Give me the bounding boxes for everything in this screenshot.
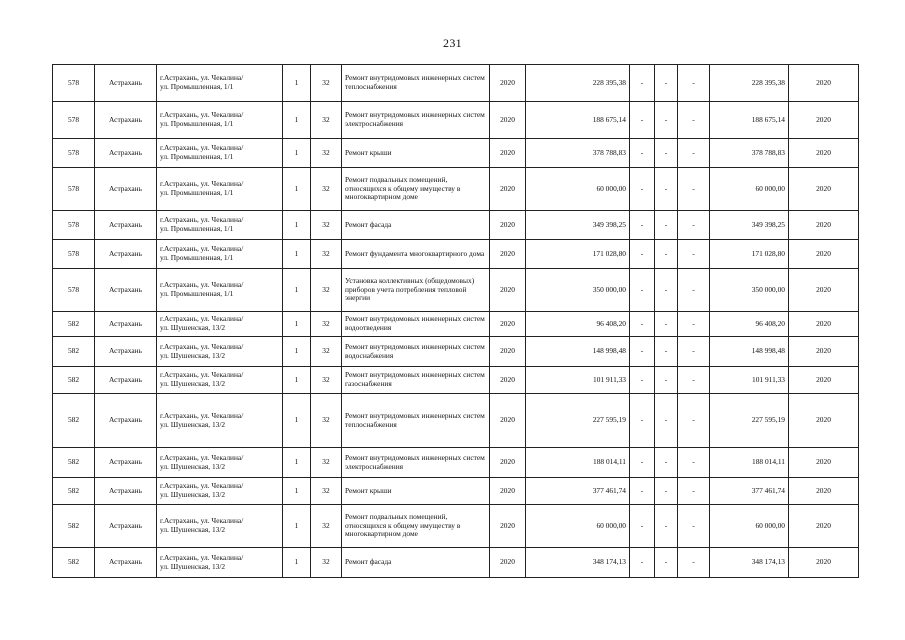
completion-year-cell: 2020 — [789, 211, 859, 240]
cost-cell: 228 395,38 — [526, 65, 630, 102]
work-type-cell: Ремонт внутридомовых инженерных систем газоснабжения — [342, 367, 490, 394]
city-cell: Астрахань — [95, 65, 157, 102]
floors-cell: 1 — [283, 548, 311, 578]
fund-dash-cell: - — [655, 367, 678, 394]
year-cell: 2020 — [490, 269, 526, 312]
table-row — [53, 65, 859, 102]
total-cell: 188 014,11 — [710, 448, 789, 478]
completion-year-cell: 2020 — [789, 312, 859, 337]
fund-dash-cell: - — [655, 478, 678, 505]
year-cell: 2020 — [490, 367, 526, 394]
apartments-cell: 32 — [311, 65, 342, 102]
city-cell: Астрахань — [95, 478, 157, 505]
address-line-1: г.Астрахань, ул. Чекалина/ — [160, 552, 244, 562]
address-line-2: ул. Шушенская, 13/2 — [160, 490, 226, 499]
year-cell: 2020 — [490, 211, 526, 240]
apartments-cell: 32 — [311, 548, 342, 578]
object-number-cell: 582 — [53, 337, 95, 367]
repair-program-table — [52, 64, 859, 578]
address-cell — [157, 394, 283, 448]
address-cell — [157, 240, 283, 269]
apartments-cell: 32 — [311, 168, 342, 211]
address-cell — [157, 337, 283, 367]
total-cell: 101 911,33 — [710, 367, 789, 394]
year-cell: 2020 — [490, 65, 526, 102]
table-row — [53, 505, 859, 548]
total-cell: 350 000,00 — [710, 269, 789, 312]
address-cell — [157, 211, 283, 240]
floors-cell: 1 — [283, 139, 311, 168]
address-line-1: г.Астрахань, ул. Чекалина/ — [160, 452, 244, 462]
completion-year-cell: 2020 — [789, 65, 859, 102]
total-cell: 378 788,83 — [710, 139, 789, 168]
object-number-cell: 582 — [53, 312, 95, 337]
total-cell: 348 174,13 — [710, 548, 789, 578]
fund-dash-cell: - — [655, 240, 678, 269]
address-line-1: г.Астрахань, ул. Чекалина/ — [160, 110, 244, 120]
fund-dash-cell: - — [678, 548, 710, 578]
address-cell — [157, 448, 283, 478]
fund-dash-cell: - — [678, 312, 710, 337]
fund-dash-cell: - — [655, 102, 678, 139]
address-line-2: ул. Шушенская, 13/2 — [160, 525, 226, 534]
completion-year-cell: 2020 — [789, 478, 859, 505]
fund-dash-cell: - — [678, 168, 710, 211]
apartments-cell: 32 — [311, 102, 342, 139]
fund-dash-cell: - — [678, 337, 710, 367]
table-body — [53, 65, 859, 578]
year-cell: 2020 — [490, 394, 526, 448]
fund-dash-cell: - — [630, 65, 655, 102]
fund-dash-cell: - — [678, 394, 710, 448]
apartments-cell: 32 — [311, 337, 342, 367]
completion-year-cell: 2020 — [789, 548, 859, 578]
total-cell: 377 461,74 — [710, 478, 789, 505]
city-cell: Астрахань — [95, 394, 157, 448]
floors-cell: 1 — [283, 240, 311, 269]
page-number: 231 — [443, 36, 462, 50]
apartments-cell: 32 — [311, 269, 342, 312]
fund-dash-cell: - — [630, 211, 655, 240]
address-cell — [157, 168, 283, 211]
city-cell: Астрахань — [95, 168, 157, 211]
city-cell: Астрахань — [95, 312, 157, 337]
table-row — [53, 240, 859, 269]
address-line-2: ул. Промышленная, 1/1 — [160, 188, 234, 197]
apartments-cell: 32 — [311, 478, 342, 505]
city-cell: Астрахань — [95, 367, 157, 394]
floors-cell: 1 — [283, 168, 311, 211]
table-row — [53, 269, 859, 312]
apartments-cell: 32 — [311, 394, 342, 448]
address-line-2: ул. Промышленная, 1/1 — [160, 152, 234, 161]
address-line-2: ул. Промышленная, 1/1 — [160, 253, 234, 262]
object-number-cell: 582 — [53, 478, 95, 505]
cost-cell: 188 675,14 — [526, 102, 630, 139]
year-cell: 2020 — [490, 478, 526, 505]
fund-dash-cell: - — [655, 337, 678, 367]
fund-dash-cell: - — [678, 139, 710, 168]
fund-dash-cell: - — [655, 312, 678, 337]
apartments-cell: 32 — [311, 139, 342, 168]
cost-cell: 349 398,25 — [526, 211, 630, 240]
apartments-cell: 32 — [311, 312, 342, 337]
work-type-cell: Ремонт фасада — [342, 548, 490, 578]
address-line-2: ул. Шушенская, 13/2 — [160, 350, 226, 360]
work-type-cell: Установка коллективных (общедомовых) приборов учета потребления тепловой энергии — [342, 269, 490, 312]
year-cell: 2020 — [490, 102, 526, 139]
apartments-cell: 32 — [311, 240, 342, 269]
fund-dash-cell: - — [678, 211, 710, 240]
address-cell — [157, 139, 283, 168]
total-cell: 227 595,19 — [710, 394, 789, 448]
cost-cell: 96 408,20 — [526, 312, 630, 337]
apartments-cell: 32 — [311, 505, 342, 548]
table-row — [53, 139, 859, 168]
city-cell: Астрахань — [95, 269, 157, 312]
completion-year-cell: 2020 — [789, 505, 859, 548]
object-number-cell: 578 — [53, 102, 95, 139]
city-cell: Астрахань — [95, 505, 157, 548]
cost-cell: 188 014,11 — [526, 448, 630, 478]
table-row — [53, 367, 859, 394]
fund-dash-cell: - — [630, 337, 655, 367]
address-cell — [157, 505, 283, 548]
address-line-1: г.Астрахань, ул. Чекалина/ — [160, 481, 244, 491]
cost-cell: 171 028,80 — [526, 240, 630, 269]
completion-year-cell: 2020 — [789, 269, 859, 312]
cost-cell: 101 911,33 — [526, 367, 630, 394]
fund-dash-cell: - — [678, 65, 710, 102]
total-cell: 148 998,48 — [710, 337, 789, 367]
address-line-2: ул. Шушенская, 13/2 — [160, 323, 226, 332]
completion-year-cell: 2020 — [789, 240, 859, 269]
city-cell: Астрахань — [95, 548, 157, 578]
address-cell — [157, 102, 283, 139]
total-cell: 188 675,14 — [710, 102, 789, 139]
fund-dash-cell: - — [630, 312, 655, 337]
fund-dash-cell: - — [630, 367, 655, 394]
table-row — [53, 312, 859, 337]
address-line-2: ул. Шушенская, 13/2 — [160, 461, 226, 471]
fund-dash-cell: - — [655, 448, 678, 478]
address-line-1: г.Астрахань, ул. Чекалина/ — [160, 179, 244, 189]
fund-dash-cell: - — [678, 269, 710, 312]
table-row — [53, 478, 859, 505]
fund-dash-cell: - — [630, 448, 655, 478]
total-cell: 228 395,38 — [710, 65, 789, 102]
city-cell: Астрахань — [95, 102, 157, 139]
year-cell: 2020 — [490, 240, 526, 269]
floors-cell: 1 — [283, 211, 311, 240]
apartments-cell: 32 — [311, 367, 342, 394]
work-type-cell: Ремонт фундамента многоквартирного дома — [342, 240, 490, 269]
address-cell — [157, 367, 283, 394]
address-line-1: г.Астрахань, ул. Чекалина/ — [160, 410, 244, 420]
fund-dash-cell: - — [630, 102, 655, 139]
floors-cell: 1 — [283, 65, 311, 102]
address-line-2: ул. Промышленная, 1/1 — [160, 82, 234, 91]
table-row — [53, 548, 859, 578]
completion-year-cell: 2020 — [789, 168, 859, 211]
fund-dash-cell: - — [655, 168, 678, 211]
cost-cell: 227 595,19 — [526, 394, 630, 448]
address-line-1: г.Астрахань, ул. Чекалина/ — [160, 370, 244, 380]
work-type-cell: Ремонт внутридомовых инженерных систем теплоснабжения — [342, 65, 490, 102]
year-cell: 2020 — [490, 312, 526, 337]
address-line-1: г.Астрахань, ул. Чекалина/ — [160, 244, 244, 254]
floors-cell: 1 — [283, 269, 311, 312]
fund-dash-cell: - — [630, 394, 655, 448]
fund-dash-cell: - — [655, 211, 678, 240]
address-line-2: ул. Шушенская, 13/2 — [160, 379, 226, 388]
table-row — [53, 168, 859, 211]
floors-cell: 1 — [283, 478, 311, 505]
completion-year-cell: 2020 — [789, 394, 859, 448]
object-number-cell: 578 — [53, 168, 95, 211]
completion-year-cell: 2020 — [789, 102, 859, 139]
object-number-cell: 582 — [53, 448, 95, 478]
work-type-cell: Ремонт внутридомовых инженерных систем водоотведения — [342, 312, 490, 337]
fund-dash-cell: - — [630, 548, 655, 578]
address-cell — [157, 478, 283, 505]
fund-dash-cell: - — [630, 478, 655, 505]
fund-dash-cell: - — [630, 139, 655, 168]
object-number-cell: 578 — [53, 65, 95, 102]
table-row — [53, 448, 859, 478]
object-number-cell: 582 — [53, 367, 95, 394]
work-type-cell: Ремонт подвальных помещений, относящихся к общему имуществу в многоквартирном доме — [342, 168, 490, 211]
floors-cell: 1 — [283, 505, 311, 548]
fund-dash-cell: - — [678, 505, 710, 548]
address-line-2: ул. Промышленная, 1/1 — [160, 289, 234, 298]
work-type-cell: Ремонт крыши — [342, 139, 490, 168]
address-line-1: г.Астрахань, ул. Чекалина/ — [160, 516, 244, 526]
work-type-cell: Ремонт внутридомовых инженерных систем водоснабжения — [342, 337, 490, 367]
table-row — [53, 337, 859, 367]
fund-dash-cell: - — [655, 548, 678, 578]
floors-cell: 1 — [283, 394, 311, 448]
object-number-cell: 578 — [53, 139, 95, 168]
fund-dash-cell: - — [678, 367, 710, 394]
work-type-cell: Ремонт внутридомовых инженерных систем электроснабжения — [342, 102, 490, 139]
address-line-2: ул. Шушенская, 13/2 — [160, 419, 226, 429]
fund-dash-cell: - — [678, 102, 710, 139]
apartments-cell: 32 — [311, 211, 342, 240]
floors-cell: 1 — [283, 367, 311, 394]
object-number-cell: 578 — [53, 269, 95, 312]
total-cell: 60 000,00 — [710, 168, 789, 211]
city-cell: Астрахань — [95, 139, 157, 168]
fund-dash-cell: - — [655, 505, 678, 548]
object-number-cell: 582 — [53, 505, 95, 548]
cost-cell: 377 461,74 — [526, 478, 630, 505]
fund-dash-cell: - — [678, 478, 710, 505]
year-cell: 2020 — [490, 448, 526, 478]
floors-cell: 1 — [283, 337, 311, 367]
floors-cell: 1 — [283, 448, 311, 478]
address-cell — [157, 312, 283, 337]
total-cell: 96 408,20 — [710, 312, 789, 337]
city-cell: Астрахань — [95, 337, 157, 367]
work-type-cell: Ремонт фасада — [342, 211, 490, 240]
object-number-cell: 578 — [53, 240, 95, 269]
address-line-2: ул. Промышленная, 1/1 — [160, 224, 234, 233]
work-type-cell: Ремонт внутридомовых инженерных систем теплоснабжения — [342, 394, 490, 448]
year-cell: 2020 — [490, 505, 526, 548]
address-cell — [157, 269, 283, 312]
work-type-cell: Ремонт внутридомовых инженерных систем электроснабжения — [342, 448, 490, 478]
object-number-cell: 582 — [53, 394, 95, 448]
floors-cell: 1 — [283, 102, 311, 139]
fund-dash-cell: - — [630, 168, 655, 211]
object-number-cell: 582 — [53, 548, 95, 578]
year-cell: 2020 — [490, 139, 526, 168]
city-cell: Астрахань — [95, 240, 157, 269]
address-line-2: ул. Шушенская, 13/2 — [160, 561, 226, 571]
cost-cell: 378 788,83 — [526, 139, 630, 168]
year-cell: 2020 — [490, 337, 526, 367]
cost-cell: 348 174,13 — [526, 548, 630, 578]
floors-cell: 1 — [283, 312, 311, 337]
year-cell: 2020 — [490, 168, 526, 211]
address-line-1: г.Астрахань, ул. Чекалина/ — [160, 73, 244, 83]
address-line-1: г.Астрахань, ул. Чекалина/ — [160, 280, 244, 290]
cost-cell: 60 000,00 — [526, 505, 630, 548]
fund-dash-cell: - — [678, 240, 710, 269]
address-line-1: г.Астрахань, ул. Чекалина/ — [160, 314, 244, 324]
fund-dash-cell: - — [630, 269, 655, 312]
fund-dash-cell: - — [655, 269, 678, 312]
address-cell — [157, 548, 283, 578]
work-type-cell: Ремонт подвальных помещений, относящихся к общему имуществу в многоквартирном доме — [342, 505, 490, 548]
address-line-2: ул. Промышленная, 1/1 — [160, 119, 234, 128]
apartments-cell: 32 — [311, 448, 342, 478]
table-row — [53, 211, 859, 240]
fund-dash-cell: - — [630, 240, 655, 269]
address-line-1: г.Астрахань, ул. Чекалина/ — [160, 143, 244, 153]
fund-dash-cell: - — [655, 394, 678, 448]
fund-dash-cell: - — [655, 139, 678, 168]
address-cell — [157, 65, 283, 102]
completion-year-cell: 2020 — [789, 337, 859, 367]
fund-dash-cell: - — [630, 505, 655, 548]
total-cell: 60 000,00 — [710, 505, 789, 548]
table-row — [53, 102, 859, 139]
fund-dash-cell: - — [678, 448, 710, 478]
address-line-1: г.Астрахань, ул. Чекалина/ — [160, 215, 244, 225]
object-number-cell: 578 — [53, 211, 95, 240]
work-type-cell: Ремонт крыши — [342, 478, 490, 505]
city-cell: Астрахань — [95, 448, 157, 478]
cost-cell: 350 000,00 — [526, 269, 630, 312]
year-cell: 2020 — [490, 548, 526, 578]
cost-cell: 60 000,00 — [526, 168, 630, 211]
completion-year-cell: 2020 — [789, 139, 859, 168]
total-cell: 171 028,80 — [710, 240, 789, 269]
fund-dash-cell: - — [655, 65, 678, 102]
total-cell: 349 398,25 — [710, 211, 789, 240]
city-cell: Астрахань — [95, 211, 157, 240]
completion-year-cell: 2020 — [789, 367, 859, 394]
address-line-1: г.Астрахань, ул. Чекалина/ — [160, 341, 244, 351]
completion-year-cell: 2020 — [789, 448, 859, 478]
cost-cell: 148 998,48 — [526, 337, 630, 367]
table-row — [53, 394, 859, 448]
